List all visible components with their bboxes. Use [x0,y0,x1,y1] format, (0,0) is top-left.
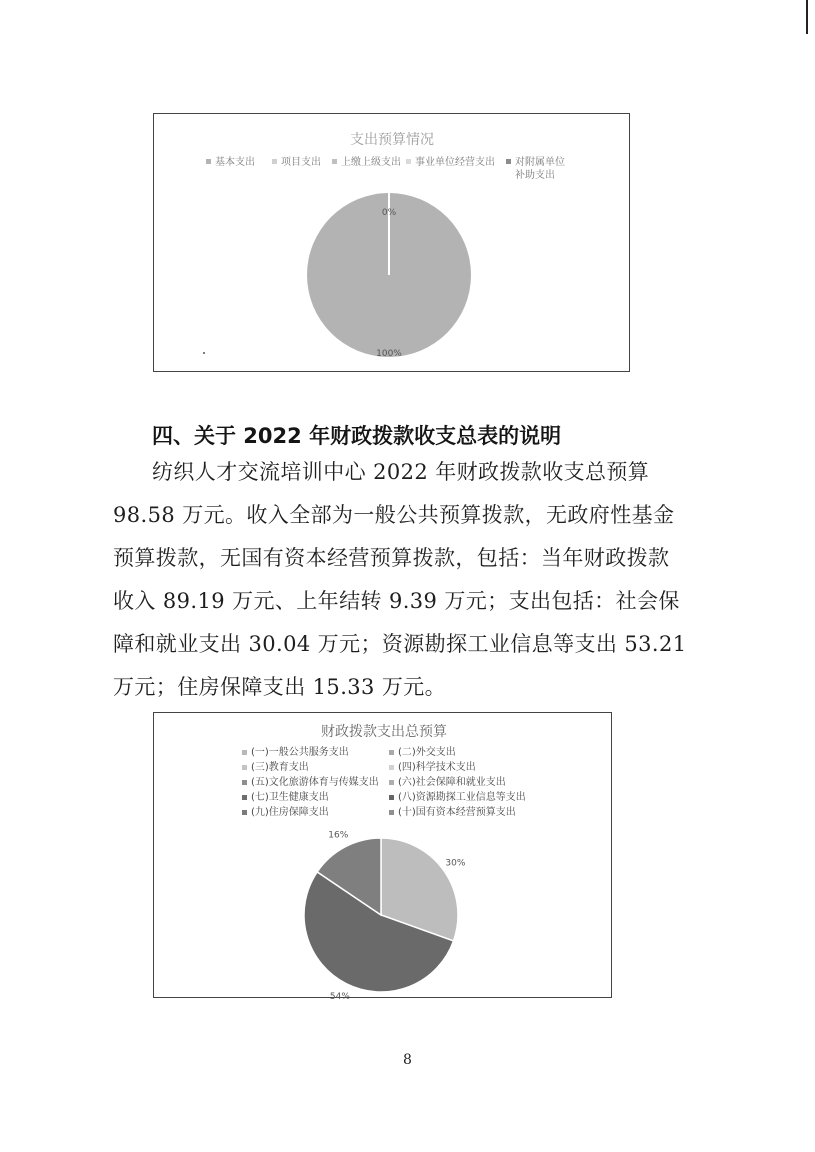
fiscal-appropriation-chart [153,712,612,998]
legend-swatch [332,159,337,164]
legend-label: 事业单位经营支出 [415,157,495,168]
chart-pie [304,838,458,992]
paragraph-line: 障和就业支出 30.04 万元；资源勘探工业信息等支出 53.21 [113,632,687,656]
scan-speck [203,352,205,354]
page-number: 8 [403,1052,412,1068]
legend-swatch [389,780,394,785]
chart-legend [242,745,526,818]
legend-swatch [242,780,247,785]
legend-swatch [242,750,247,755]
data-label: 100% [376,349,402,359]
legend-swatch [242,795,247,800]
legend-label: (八)资源勘探工业信息等支出 [398,792,526,803]
chart-title: 支出预算情况 [350,132,434,148]
expenditure-budget-svg [154,114,631,373]
paragraph-line: 收入 89.19 万元、上年结转 9.39 万元；支出包括：社会保 [113,589,680,613]
chart-legend [206,155,565,181]
legend-label: (十)国有资本经营预算支出 [398,807,516,818]
legend-label: 基本支出 [215,157,255,168]
legend-label: 上缴上级支出 [341,157,401,168]
data-label: 30% [445,858,466,869]
legend-label: (五)文化旅游体育与传媒支出 [251,777,379,788]
fiscal-appropriation-svg [154,713,613,999]
legend-swatch [242,765,247,770]
legend-swatch [206,159,211,164]
legend-swatch [406,159,411,164]
legend-swatch [242,810,247,815]
legend-label: (七)卫生健康支出 [251,792,329,803]
legend-label: (一)一般公共服务支出 [251,747,349,758]
legend-label: (九)住房保障支出 [251,807,329,818]
data-label: 16% [328,830,349,841]
chart-title: 财政拨款支出总预算 [321,724,447,740]
section-heading: 四、关于 2022 年财政拨款收支总表的说明 [152,424,562,448]
legend-label: (三)教育支出 [251,762,309,773]
paragraph-line: 纺织人才交流培训中心 2022 年财政拨款收支总预算 [152,460,650,484]
legend-swatch [389,810,394,815]
scan-edge-mark [806,0,808,34]
legend-swatch [389,765,394,770]
legend-label: (二)外交支出 [398,747,456,758]
expenditure-budget-chart [153,113,630,372]
paragraph-line: 万元；住房保障支出 15.33 万元。 [113,675,447,699]
legend-label: (六)社会保障和就业支出 [398,777,506,788]
paragraph-line: 预算拨款，无国有资本经营预算拨款，包括：当年财政拨款 [113,546,670,570]
legend-swatch [506,159,511,164]
legend-label: 项目支出 [281,157,321,168]
data-label: 54% [329,992,350,999]
legend-label: 对附属单位 [515,157,565,168]
legend-label: 补助支出 [515,170,555,181]
legend-swatch [389,750,394,755]
data-label: 0% [381,208,397,218]
paragraph-line: 98.58 万元。收入全部为一般公共预算拨款，无政府性基金 [113,503,675,527]
legend-swatch [389,795,394,800]
legend-label: (四)科学技术支出 [398,762,476,773]
legend-swatch [272,159,277,164]
